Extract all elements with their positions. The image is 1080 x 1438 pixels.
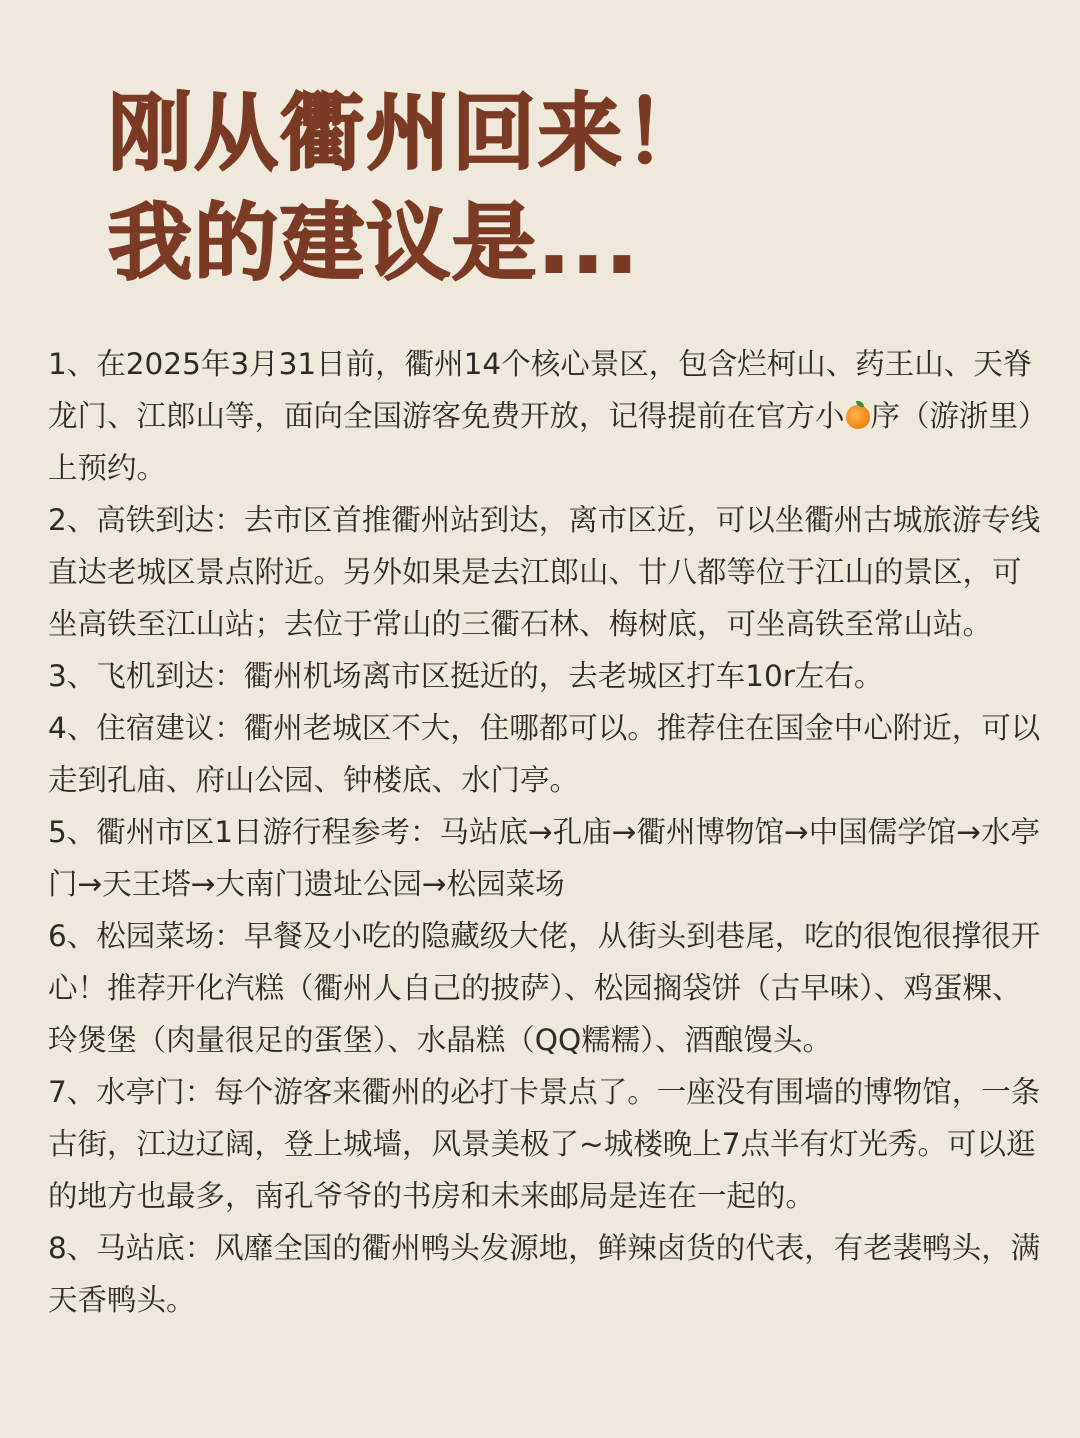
tangerine-icon xyxy=(846,405,870,429)
tip-item-8: 8、马站底：风靡全国的衢州鸭头发源地，鲜辣卤货的代表，有老裴鸭头，满天香鸭头。 xyxy=(48,1231,1041,1317)
tip-item-3: 3、飞机到达：衢州机场离市区挺近的，去老城区打车10r左右。 xyxy=(48,659,884,693)
title-line-1: 刚从衢州回来！ xyxy=(108,84,711,182)
tip-item-1 xyxy=(48,338,1048,494)
tip-item-4: 4、住宿建议：衢州老城区不大，住哪都可以。推荐住在国金中心附近，可以走到孔庙、府山公园、钟楼底、水门亭。 xyxy=(48,711,1041,797)
tip-item-1-text-b: 序（游浙里）上预约。 xyxy=(48,399,1048,485)
article-body xyxy=(48,338,1048,1326)
title-line-2: 我的建议是... xyxy=(108,194,640,292)
tip-item-2: 2、高铁到达：去市区首推衢州站到达，离市区近，可以坐衢州古城旅游专线直达老城区景点附近。另外如果是去江郎山、廿八都等位于江山的景区，可坐高铁至江山站；去位于常山的三衢石林、梅树底，可坐高铁至常山站。 xyxy=(48,503,1041,641)
page-title xyxy=(108,78,1008,298)
tip-item-6: 6、松园菜场：早餐及小吃的隐藏级大佬，从街头到巷尾，吃的很饱很撑很开心！推荐开化汽糕（衢州人自己的披萨）、松园搁袋饼（古早味）、鸡蛋粿、玲煲堡（肉量很足的蛋堡）、水晶糕（QQ糯糯）、酒酿馒头。 xyxy=(48,919,1041,1057)
tip-item-7: 7、水亭门：每个游客来衢州的必打卡景点了。一座没有围墙的博物馆，一条古街，江边辽阔，登上城墙，风景美极了~城楼晚上7点半有灯光秀。可以逛的地方也最多，南孔爷爷的书房和未来邮局是连在一起的。 xyxy=(48,1075,1041,1213)
tip-item-5: 5、衢州市区1日游行程参考：马站底→孔庙→衢州博物馆→中国儒学馆→水亭门→天王塔→大南门遗址公园→松园菜场 xyxy=(48,815,1040,901)
tip-item-1-text-a: 1、在2025年3月31日前，衢州14个核心景区，包含烂柯山、药王山、天脊龙门、江郎山等，面向全国游客免费开放，记得提前在官方小 xyxy=(48,347,1033,433)
